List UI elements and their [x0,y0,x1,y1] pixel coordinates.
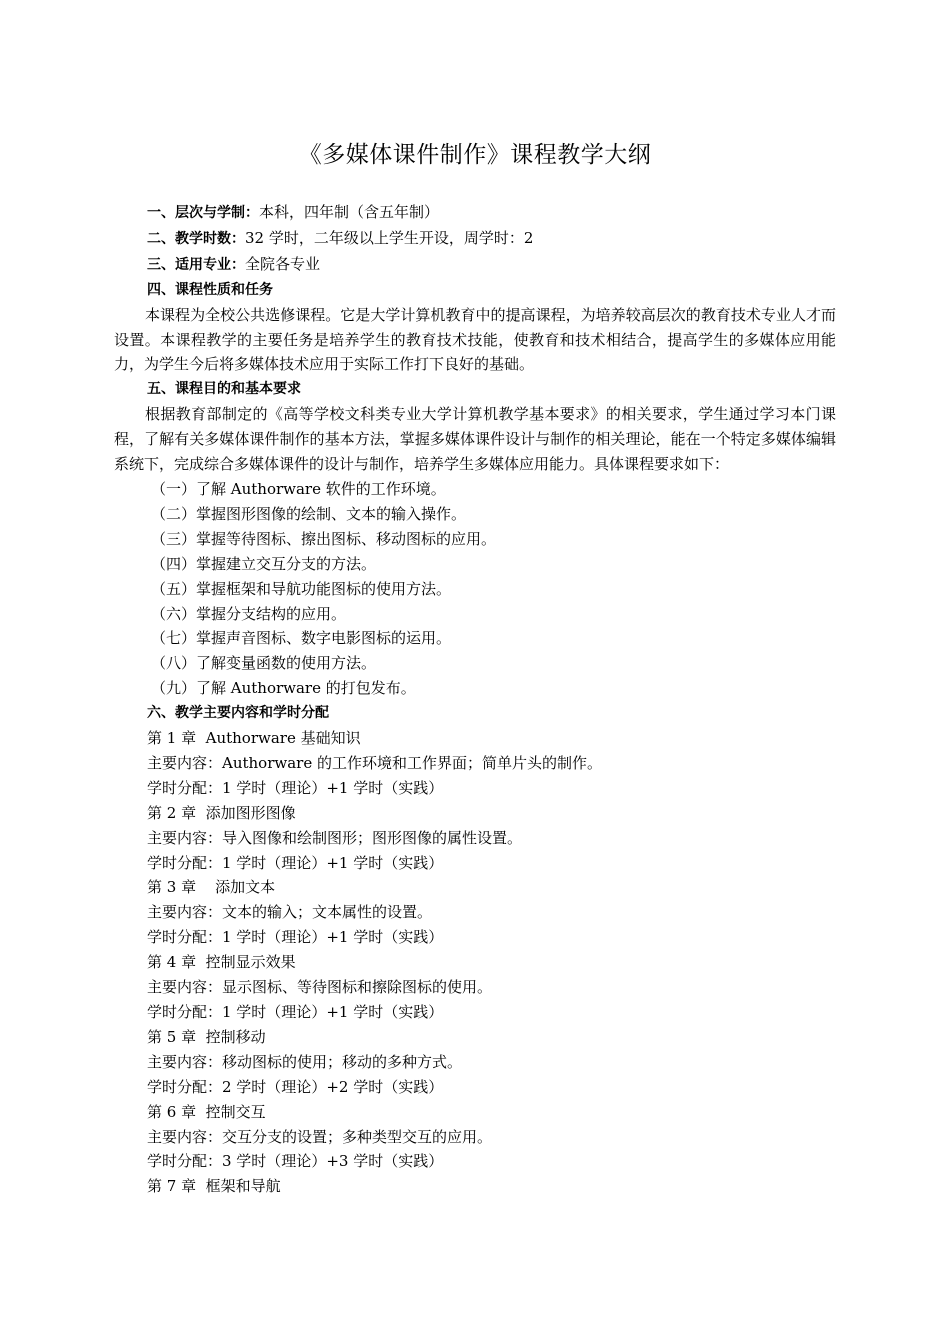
hours-value: 32 学时，二年级以上学生开设，周学时：2 [245,228,534,247]
level-line [114,200,836,226]
chapter-title: 第 6 章 控制交互 [147,1102,266,1121]
chapter-hours: 学时分配：3 学时（理论）+3 学时（实践） [147,1152,444,1171]
requirement-item: （五）掌握框架和导航功能图标的使用方法。 [151,579,452,598]
major-label: 三、适用专业： [147,256,245,273]
chapter-main-content: 主要内容：Authorware 的工作环境和工作界面；简单片头的制作。 [147,753,602,772]
content-heading: 六、教学主要内容和学时分配 [147,705,329,722]
chapter-main-content: 主要内容：交互分支的设置；多种类型交互的应用。 [147,1127,493,1146]
page-title: 《多媒体课件制作》课程教学大纲 [298,142,652,168]
chapter-title: 第 4 章 控制显示效果 [147,953,296,972]
chapter-main-content: 主要内容：移动图标的使用；移动的多种方式。 [147,1052,463,1071]
level-value: 本科，四年制（含五年制） [259,203,440,221]
chapter-hours: 学时分配：2 学时（理论）+2 学时（实践） [147,1077,444,1096]
nature-paragraph: 本课程为全校公共选修课程。它是大学计算机教育中的提高课程，为培养较高层次的教育技术专业人才而设置。本课程教学的主要任务是培养学生的教育技术技能，使教育和技术相结合，提高学生的多媒体应用能力，为学生今后将多媒体技术应用于实际工作打下良好的基础。 [114,305,836,374]
chapter-title: 第 2 章 添加图形图像 [147,803,296,822]
major-value: 全院各专业 [245,254,321,273]
chapter-title: 第 7 章 框架和导航 [147,1177,281,1196]
chapter-hours: 学时分配：1 学时（理论）+1 学时（实践） [147,778,444,797]
requirement-item: （八）了解变量函数的使用方法。 [151,654,377,673]
hours-label: 二、教学时数： [147,230,245,247]
chapter-main-content: 主要内容：文本的输入；文本属性的设置。 [147,903,433,922]
chapter-title: 第 5 章 控制移动 [147,1027,266,1046]
requirement-item: （一）了解 Authorware 软件的工作环境。 [151,479,446,498]
requirement-item: （六）掌握分支结构的应用。 [151,604,347,623]
nature-heading: 四、课程性质和任务 [147,281,273,298]
chapter-title: 第 3 章 添加文本 [147,878,276,897]
chapter-main-content: 主要内容：显示图标、等待图标和擦除图标的使用。 [147,978,493,997]
chapter-main-content: 主要内容：导入图像和绘制图形；图形图像的属性设置。 [147,828,523,847]
chapter-hours: 学时分配：1 学时（理论）+1 学时（实践） [147,928,444,947]
chapter-hours: 学时分配：1 学时（理论）+1 学时（实践） [147,853,444,872]
requirement-item: （九）了解 Authorware 的打包发布。 [151,679,416,698]
requirement-item: （二）掌握图形图像的绘制、文本的输入操作。 [151,504,467,523]
goals-paragraph: 根据教育部制定的《高等学校文科类专业大学计算机教学基本要求》的相关要求，学生通过学习本门课程，了解有关多媒体课件制作的基本方法，掌握多媒体课件设计与制作的相关理论，能在一个特定多媒体编辑系统下，完成综合多媒体课件的设计与制作，培养学生多媒体应用能力。具体课程要求如下： [114,405,836,474]
chapter-hours: 学时分配：1 学时（理论）+1 学时（实践） [147,1003,444,1021]
requirement-item: （四）掌握建立交互分支的方法。 [151,554,377,573]
level-label: 一、层次与学制： [147,205,259,221]
major-line [114,252,836,278]
chapter-title: 第 1 章 Authorware 基础知识 [147,729,361,748]
requirement-item: （七）掌握声音图标、数字电影图标的运用。 [151,629,452,648]
goals-heading: 五、课程目的和基本要求 [147,381,301,398]
document-body [114,200,836,1199]
hours-line [114,226,836,252]
requirement-item: （三）掌握等待图标、擦出图标、移动图标的应用。 [151,529,497,548]
